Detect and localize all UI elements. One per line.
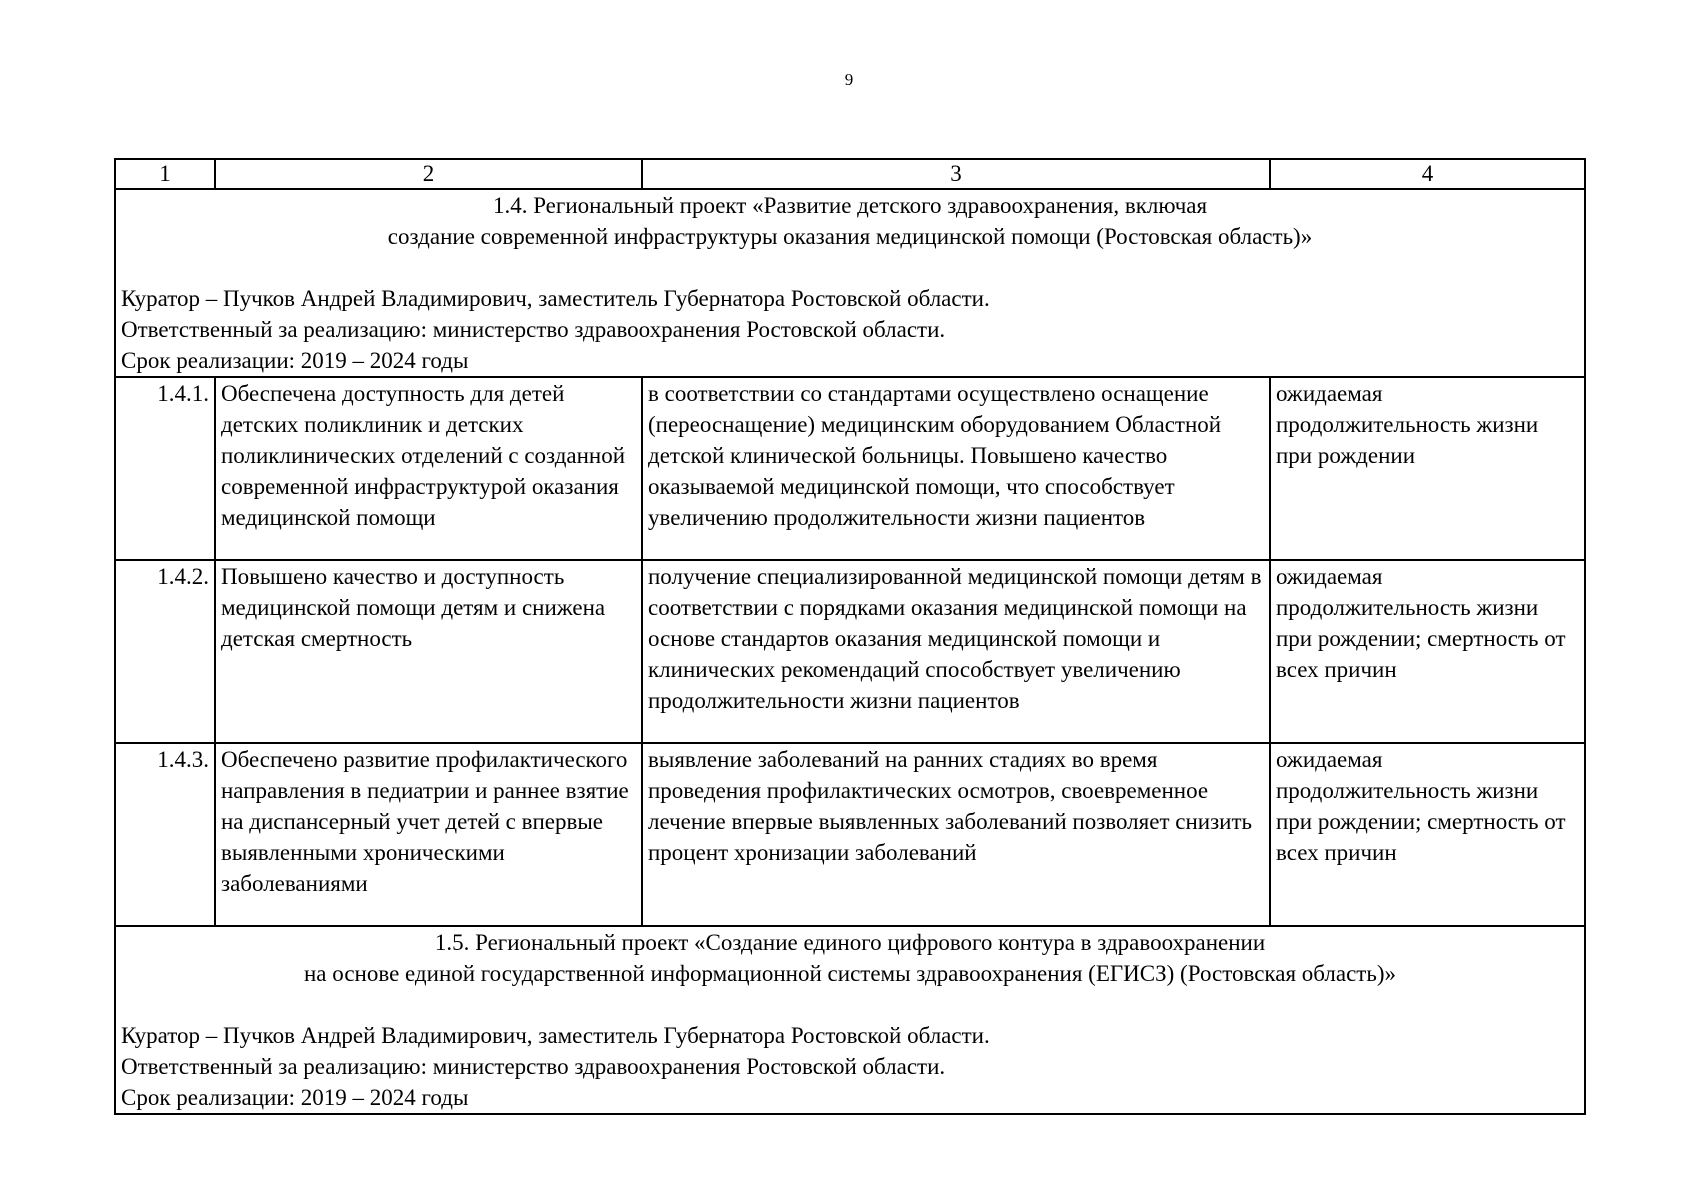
column-number-4: 4 xyxy=(1270,159,1585,189)
responsible-text: Ответственный за реализацию: министерство здравоохранения Ростовской области. xyxy=(121,317,946,342)
row-impact: в соответствии со стандартами осуществлено оснащение (переоснащение) медицинским оборудованием Областной детской клинической больницы. Повышено качество оказываемой медицинской помощи, что способствует увеличению продолжительности жизни пациентов xyxy=(642,377,1270,560)
section-title-line: 1.5. Региональный проект «Создание единого цифрового контура в здравоохранении xyxy=(434,930,1266,955)
section-header-1-4 xyxy=(115,189,1585,377)
row-impact: получение специализированной медицинской помощи детям в соответствии с порядками оказания медицинской помощи на основе стандартов оказания медицинской помощи и клинических рекомендаций способствует увеличению продолжительности жизни пациентов xyxy=(642,560,1270,743)
section-header-1-5 xyxy=(115,926,1585,1114)
section-meta xyxy=(121,283,1579,376)
row-number: 1.4.2. xyxy=(115,560,215,743)
responsible-text: Ответственный за реализацию: министерство здравоохранения Ростовской области. xyxy=(121,1054,946,1079)
column-number-3: 3 xyxy=(642,159,1270,189)
section-header-row xyxy=(115,926,1585,1114)
measures-table xyxy=(114,158,1586,1115)
table-row xyxy=(115,743,1585,926)
row-impact: выявление заболеваний на ранних стадиях во время проведения профилактических осмотров, своевременное лечение впервые выявленных заболеваний позволяет снизить процент хронизации заболеваний xyxy=(642,743,1270,926)
section-title-line: на основе единой государственной информационной системы здравоохранения (ЕГИСЗ) (Ростовская область)» xyxy=(303,961,1396,986)
term-text: Срок реализации: 2019 – 2024 годы xyxy=(121,348,469,373)
column-number-2: 2 xyxy=(215,159,642,189)
row-indicator: ожидаемая продолжительность жизни при рождении; смертность от всех причин xyxy=(1270,560,1585,743)
row-number: 1.4.3. xyxy=(115,743,215,926)
column-number-row xyxy=(115,159,1585,189)
curator-text: Куратор – Пучков Андрей Владимирович, заместитель Губернатора Ростовской области. xyxy=(121,1023,990,1048)
row-result: Повышено качество и доступность медицинской помощи детям и снижена детская смертность xyxy=(215,560,642,743)
section-header-row xyxy=(115,189,1585,377)
section-title xyxy=(121,927,1579,989)
term-text: Срок реализации: 2019 – 2024 годы xyxy=(121,1085,469,1110)
section-title-line: создание современной инфраструктуры оказания медицинской помощи (Ростовская область)» xyxy=(387,224,1313,249)
row-result: Обеспечена доступность для детей детских поликлиник и детских поликлинических отделений с созданной современной инфраструктурой оказания медицинской помощи xyxy=(215,377,642,560)
row-indicator: ожидаемая продолжительность жизни при рождении; смертность от всех причин xyxy=(1270,743,1585,926)
section-title xyxy=(121,190,1579,252)
section-title-line: 1.4. Региональный проект «Развитие детского здравоохранения, включая xyxy=(492,193,1208,218)
page-number: 9 xyxy=(844,70,854,89)
table-row xyxy=(115,560,1585,743)
row-number: 1.4.1. xyxy=(115,377,215,560)
curator-text: Куратор – Пучков Андрей Владимирович, заместитель Губернатора Ростовской области. xyxy=(121,286,990,311)
column-number-1: 1 xyxy=(115,159,215,189)
section-meta xyxy=(121,1020,1579,1113)
row-result: Обеспечено развитие профилактического направления в педиатрии и раннее взятие на диспансерный учет детей с впервые выявленными хроническими заболеваниями xyxy=(215,743,642,926)
row-indicator: ожидаемая продолжительность жизни при рождении xyxy=(1270,377,1585,560)
table-row xyxy=(115,377,1585,560)
